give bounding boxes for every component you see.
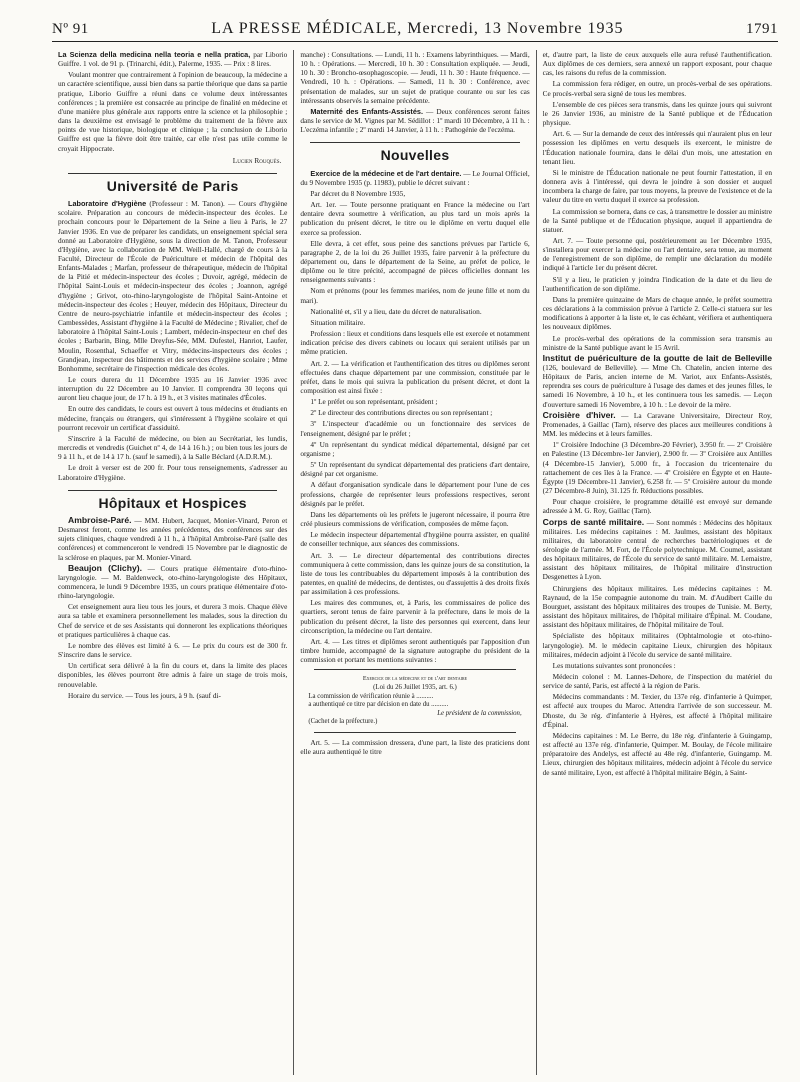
paragraph: Art. 1er. — Toute personne pratiquant en France la médecine ou l'art dentaire devra soumettre à vérification, au plus tard un mois après la publication du présent décret, le titre ou le diplôme en vertu duquel elle exerce sa profession. xyxy=(300,200,530,237)
paragraph: Un certificat sera délivré à la fin du cours et, dans la limite des places disponibles, les élèves pourront être admis à faire un stage de trois mois, renouvelable. xyxy=(58,661,288,689)
divider xyxy=(68,490,277,491)
paragraph: Art. 2. — La vérification et l'authentification des titres ou diplômes seront effectuées dans chaque département par une commission, constituée par le préfet, dans le mois qui suivra la publication du présent décret, et dont la composition est ainsi fixée : xyxy=(300,358,530,395)
corps-sante-text: — Sont nommés : Médecins des hôpitaux militaires. Les médecins capitaines : M. Jaulmes, assistant des hôpitaux militaires, du laboratoire central de recherches bactériologiques et de sérologie de l'armée. M. Fort, de l'École polytechnique. M. Coumel, assistant des hôpitaux militaires, de l'École du service de santé militaire. M. Lemaistre, assistant des hôpitaux militaires, de l'hôpital militaire d'instruction Desgenettes à Lyon. xyxy=(542,517,772,582)
paragraph: Le cours durera du 11 Décembre 1935 au 16 Janvier 1936 avec interruption du 22 Décembre au 10 Janvier. Il comprendra 30 leçons qui auront lieu chaque jour, de 17 h. à 19 h., et 3 visites matinales d'Écoles. xyxy=(58,375,288,403)
book-details: par Liborio Guiffre. 1 vol. de 91 p. (Trinarchi, édit.), Palerme, 1935. — Prix : 8 lires. xyxy=(58,50,288,69)
beaujon-lead: Beaujon (Clichy). xyxy=(68,562,142,573)
journal-title xyxy=(211,20,623,38)
croisiere-paragraph xyxy=(543,411,772,438)
paragraph: La commission fera rédiger, en outre, un procès-verbal de ses opérations. Ce procès-verbal sera signé de tous les membres. xyxy=(542,79,772,98)
paragraph: S'il y a lieu, le praticien y joindra l'indication de la date et du lieu de l'authentification de son diplôme. xyxy=(542,274,772,293)
issue-number: Nº 91 xyxy=(52,21,89,37)
paragraph: S'inscrire à la Faculté de médecine, ou bien au Secrétariat, les lundis, mercredis et vendredis (Guichet nº 4, de 14 à 16 h.) ; ou bien tous les jours de 9 à 11 h., et de 14 à 17 h. (sauf le samedi), à la Salle Béclard (A.D.R.M.). xyxy=(58,433,288,462)
ambroise-pare-text: — MM. Hubert, Jacquet, Monier-Vinard, Peron et Desmarest feront, comme les années précédentes, des conférences sur des sujets cliniques, chaque vendredi à 11 h., à l'hôpital Ambroise-Paré (salle des conférences) et commenceront le vendredi 15 Novembre par le diagnostic de la sclérose en plaques, par M. Monier-Vinard. xyxy=(58,515,288,562)
paragraph: Les mutations suivantes sont prononcées : xyxy=(552,660,676,670)
paragraph: Le nombre des élèves est limité à 6. — Le prix du cours est de 300 fr. S'inscrire dans le service. xyxy=(58,640,288,660)
paragraph: Art. 3. — Le directeur départemental des contributions directes communiquera à cette commission, dans les quinze jours de sa constitution, la liste de tous les contribuables du département imposés à la contribution des patentes, en qualité de médecins, de dentistes, ou d'assujettis à des droits fixés par assimilation à ces professions. xyxy=(300,550,530,597)
journal-name: LA PRESSE MÉDICALE, xyxy=(211,20,403,37)
paragraph: Le procès-verbal des opérations de la commission sera transmis au ministre de la Santé publique avant le 15 Avril. xyxy=(542,333,772,352)
paragraph: Elle devra, à cet effet, sous peine des sanctions prévues par l'article 6, paragraphe 2, de la loi du 26 Juillet 1935, faire parvenir à la préfecture du département ou, dans le département de la Seine, au préfet de police, le diplôme ou le titre précité, accompagné de pièces officielles donnant les renseignements suivants : xyxy=(300,238,530,285)
exercice-lead: Exercice de la médecine et de l'art dentaire. xyxy=(310,168,462,178)
paragraph: Médecins commandants : M. Texier, du 137e rég. d'infanterie à Quimper, est affecté aux troupes du Maroc. Attendra l'arrivée de son successeur. M. Dhoste, du 3e rég. d'infanterie à Hyères, est affecté à l'hôpital militaire d'Épinal. xyxy=(542,692,772,729)
paragraph: La commission se bornera, dans ce cas, à transmettre le dossier au ministre de la Santé publique et de l'Éducation physique, auquel il appartiendra de statuer. xyxy=(542,206,772,234)
maternite-paragraph xyxy=(300,107,529,134)
paragraph: A défaut d'organisation syndicale dans le département pour l'une de ces professions, chargée de représenter leurs professions respectives, seront désignés par le préfet. xyxy=(300,480,530,508)
paragraph: Nom et prénoms (pour les femmes mariées, nom de jeune fille et nom du mari). xyxy=(300,286,530,305)
column-2 xyxy=(293,50,535,1075)
beaujon-text: — Cours pratique élémentaire d'oto-rhino-laryngologie. — M. Baldenweck, oto-rhino-laryngologiste des Hôpitaux, commencera, le lundi 9 Décembre 1935, un cours pratique élémentaire d'oto-rhino-laryngologie. xyxy=(58,563,288,601)
book-review-header xyxy=(58,50,287,68)
column-1 xyxy=(52,50,293,1075)
masthead xyxy=(52,20,778,42)
exercice-intro: — Le Journal Officiel, du 9 Novembre 1935 (p. 11983), publie le décret suivant : xyxy=(300,168,530,187)
maternite-text: — Deux conférences seront faites dans le service de M. Vignes par M. Sédillot : 1º mardi 10 Décembre, à 11 h. : L'eczéma infantile ; 2º mardi 14 Janvier, à 11 h. : Pathogénie de l'eczéma. xyxy=(300,106,530,135)
form-heading: Exercice de la médecine et de l'art dentaire xyxy=(362,675,468,683)
institut-text: (126, boulevard de Belleville). — Mme Ch. Chatelin, ancien interne des Hôpitaux de Paris, ancien interne de M. Variot, aux Enfants-Assistés, reprendra ses cours de puériculture à l'usage des dames et des jeunes filles, le samedi 16 Novembre, à 10 h., et les continuera tous les samedis. — Leçon d'ouverture samedi 16 Novembre, à 10 h. : Le devoir de la mère. xyxy=(542,363,772,409)
paragraph: 2º Le directeur des contributions directes ou son représentant ; xyxy=(310,408,493,418)
form-line: a authentiqué ce titre par décision en date du .......... xyxy=(308,701,449,709)
paragraph: Art. 4. — Les titres et diplômes seront authentiqués par l'apposition d'un timbre humide, accompagné de la signature autographe du président de la commission et portant les mentions suivantes : xyxy=(300,636,530,665)
institut-lead: Institut de puériculture de la goutte de lait de Belleville xyxy=(542,352,772,363)
paragraph: Dans la première quinzaine de Mars de chaque année, le préfet soumettra ces déclarations à la commission prévue à l'article 2. Celle-ci statuera sur les modifications à apporter à la liste et, le cas échéant, vérifiera et authentiquera les nouveaux diplômes. xyxy=(542,294,772,332)
paragraph: et, d'autre part, la liste de ceux auxquels elle aura refusé l'authentification. Aux diplômes de ces derniers, sera annexé un rapport exposant, pour chaque cas, les raisons du refus de la commission. xyxy=(542,50,772,78)
paragraph: Médecin colonel : M. Lannes-Dehore, de l'inspection du matériel du service de santé, Paris, est affecté à la région de Paris. xyxy=(542,672,772,691)
issue-date: Mercredi, 13 Novembre 1935 xyxy=(407,20,624,37)
ambroise-pare-paragraph xyxy=(58,516,287,562)
paragraph: Par décret du 8 Novembre 1935, xyxy=(310,188,406,198)
paragraph: Le médecin inspecteur départemental d'hygiène pourra assister, en qualité de conseiller technique, aux séances des commissions. xyxy=(300,530,530,549)
paragraph: 4º Un représentant du syndicat médical départemental, désigné par cet organisme ; xyxy=(300,439,530,458)
paragraph: Chirurgiens des hôpitaux militaires. Les médecins capitaines : M. Raynaud, de la 15e compagnie autonome du train. M. d'Audibert Caille du Bourguet, assistant des hôpitaux militaires des troupes de Tunisie. M. Berty, assistant des hôpitaux militaires, de l'hôpital militaire d'Épinal. M. Coudane, assistant des hôpitaux militaires, de l'hôpital militaire de Toul. xyxy=(542,583,772,630)
form-signature: Le président de la commission, xyxy=(437,709,522,717)
review-signature: Lucien Rouquès. xyxy=(232,155,282,165)
section-title-nouvelles: Nouvelles xyxy=(380,147,450,164)
lab-hygiene-lead: Laboratoire d'Hygiène xyxy=(68,199,147,209)
beaujon-paragraph xyxy=(58,564,287,601)
paragraph: Nationalité et, s'il y a lieu, date du décret de naturalisation. xyxy=(310,306,482,316)
form-subheading: (Loi du 26 Juillet 1935, art. 6.) xyxy=(373,683,457,691)
croisiere-lead: Croisière d'hiver. xyxy=(542,409,616,420)
page-number: 1791 xyxy=(745,21,778,37)
ambroise-pare-lead: Ambroise-Paré. xyxy=(68,514,132,525)
paragraph: En outre des candidats, le cours est ouvert à tous médecins et étudiants en médecine, français ou étrangers, qui s'intéressent à l'hygiène scolaire et qui pourront recevoir un certificat d'assiduité. xyxy=(58,404,288,432)
lab-hygiene-text: (Professeur : M. Tanon). — Cours d'hygiène scolaire. Préparation au concours de médecin-inspecteur des écoles. Le prochain concours pour le Département de la Seine a lieu à Paris, le 27 Janvier 1936. En vue de préparer les candidats, un enseignement spécial sera donné au Laboratoire d'Hygiène, sous la direction de M. Tanon, Professeur d'Hygiène, avec la collaboration de MM. Weill-Hallé, chargé de cours à la Faculté, Directeur de l'École de Puériculture et médecin de l'hôpital des Enfants-Malades ; Marfan, professeur de thérapeutique, médecin de l'hôpital de la Pitié et médecin-inspecteur des écoles ; Duvoir, agrégé, médecin de l'hôpital Saint-Louis et médecin-inspecteur des écoles ; Joannon, agrégé d'hygiène ; Grivot, oto-rhino-laryngologiste de l'hôpital Saint-Antoine et médecin-inspecteur des écoles ; Heuyer, médecin des Hôpitaux, Directeur du Centre de neuro-psychiatrie infantile et médecin-inspecteur des écoles ; Cambessèdes, Assistant d'hygiène à la Faculté de Médecine ; Rivalier, chef de laboratoire à l'hôpital Saint-Louis ; Lambert, médecin-inspecteur en chef des écoles ; Barbarin, Bing, Mlle Dreyfus-Sée, MM. Dufestel, Hanriot, Laufer, Moulin, Rosenthal, Schaeffer et Vitry, médecins-inspecteurs des écoles ; Grandjean, inspecteur des bâtiments et des services d'hygiène scolaire ; Mme Bonhomme, secrétaire de l'inspection médicale des écoles. xyxy=(58,199,288,373)
divider xyxy=(314,669,515,670)
section-title-universite: Université de Paris xyxy=(106,177,239,194)
paragraph: Cet enseignement aura lieu tous les jours, et durera 3 mois. Chaque élève aura sa table et examinera personnellement les malades, sous la direction du Chef de service et de ses Assistants qui donneront les explications théoriques et pratiques particulières à chaque cas. xyxy=(58,602,288,639)
columns xyxy=(52,50,778,1075)
divider xyxy=(310,142,519,143)
paragraph: Pour chaque croisière, le programme détaillé est envoyé sur demande adressée à M. G. Roy, Gaillac (Tarn). xyxy=(542,497,772,516)
paragraph: Médecins capitaines : M. Le Berre, du 18e rég. d'infanterie à Guingamp, est affecté au 137e rég. d'infanterie, Quimper. M. Boulay, de l'école militaire préparatoire des Andelys, est affecté au 48e rég. d'infanterie, Guingamp. M. Lieux, chirurgien des hôpitaux militaires, médecin adjoint à l'école du service de santé militaire, Lyon, est affecté à l'hôpital militaire Bégin, à Saint- xyxy=(542,730,772,777)
corps-sante-lead: Corps de santé militaire. xyxy=(542,516,645,527)
section-title-hopitaux: Hôpitaux et Hospices xyxy=(98,494,247,511)
institut-paragraph xyxy=(543,354,772,409)
paragraph: 3º L'inspecteur d'académie ou un fonctionnaire des services de l'enseignement, désigné par le préfet ; xyxy=(300,419,530,438)
lab-hygiene-paragraph xyxy=(58,199,287,373)
exercice-paragraph xyxy=(300,169,529,187)
paragraph: Le droit à verser est de 200 fr. Pour tous renseignements, s'adresser au Laboratoire d'Hygiène. xyxy=(58,463,288,482)
paragraph: Dans les départements où les préfets le jugeront nécessaire, il pourra être créé plusieurs commissions de vérification, composées de même façon. xyxy=(300,509,530,529)
form-cachet: (Cachet de la préfecture.) xyxy=(308,718,378,726)
book-title: La Scienza della medicina nella teoria e nella pratica, xyxy=(58,50,251,59)
paragraph: Si le ministre de l'Éducation nationale ne peut fournir l'attestation, il en donnera avis à l'intéressé, qui devra le joindre à son dossier et auquel incombera la charge de faire, par tous moyens, la preuve de l'existence et de la valeur du titre en vertu duquel il exerce sa profession. xyxy=(542,167,772,205)
paragraph: 1º Le préfet ou son représentant, président ; xyxy=(310,397,438,407)
paragraph: Les maires des communes, et, à Paris, les commissaires de police des quartiers, seront tenus de faire parvenir à la préfecture, dans le mois de la publication du présent décret, la liste des personnes qui exercent, dans leur circonscription, la médecine ou l'art dentaire. xyxy=(300,598,530,635)
paragraph: manche) : Consultations. — Lundi, 11 h. : Examens labyrinthiques. — Mardi, 10 h. : Opérations. — Mercredi, 10 h. 30 : Consultation expliquée. — Jeudi, 10 h. 30 : Broncho-œsophagoscopie. — Jeudi, 11 h. 30 : Haute fréquence. — Vendredi, 10 h. : Opérations. — Samedi, 11 h. 30 : Conférence, avec présentation de malades, sur un sujet de pratique courante ou sur les cas intéressants observés la semaine précédente. xyxy=(300,50,530,105)
divider xyxy=(314,732,515,733)
paragraph: Situation militaire. xyxy=(310,317,366,327)
paragraph: 1º Croisière Indochine (3 Décembre-20 Février), 3.950 fr. — 2º Croisière en Palestine (13 Décembre-1er Janvier), 2.900 fr. — 3º Croisière aux Antilles (4 Décembre-15 Janvier), 5.000 fr., à l'occasion du tricentenaire du rattachement de ces îles à la France. — 4º Croisière en Égypte et en Haute-Égypte (19 Décembre-11 Janvier), 6.258 fr. — 5º Croisière autour du monde (27 Décembre-8 Juin), 31.125 fr. Réductions possibles. xyxy=(542,440,772,496)
paragraph: Spécialiste des hôpitaux militaires (Ophtalmologie et oto-rhino-laryngologie). M. le médecin capitaine Lieux, chirurgien des hôpitaux militaires, médecin adjoint à l'école du service de santé militaire. xyxy=(542,631,772,659)
paragraph: Profession : lieux et conditions dans lesquels elle est exercée et notamment indication précise des divers cabinets ou locaux qui seraient utilisés par un même praticien. xyxy=(300,329,530,357)
stamp-form xyxy=(308,675,521,727)
paragraph: 5º Un représentant du syndicat départemental des praticiens d'art dentaire, désigné par cet organisme. xyxy=(300,460,530,479)
form-line: La commission de vérification réunie à .......... xyxy=(308,692,434,700)
croisiere-text: — La Caravane Universitaire, Directeur Roy, Promenades, à Gaillac (Tarn), réserve des places aux meilleures conditions à MM. les médecins et à leurs familles. xyxy=(542,410,772,439)
book-review-body: Voulant montrer que contrairement à l'opinion de beaucoup, la médecine a un caractère scientifique, aussi bien dans sa partie théorique que dans sa partie pratique, Liborio Guiffre a réuni dans ce volume deux intéressantes conférences ; la première est consacrée au principe de finalité en médecine et d'une manière plus générale aux rapports entre la science et la philosophie ; dans la deuxième est envisagé le problème du traitement de la fièvre aux points de vue historique, biologique et clinique ; la conclusion de Liborio Guiffre est que la fièvre doit être traitée, car elle n'est pas utile comme le croyait Hippocrate. xyxy=(58,70,288,153)
corps-sante-paragraph xyxy=(543,518,772,582)
column-3 xyxy=(536,50,778,1075)
paragraph: Art. 5. — La commission dressera, d'une part, la liste des praticiens dont elle aura authentiqué le titre xyxy=(300,737,530,757)
maternite-lead: Maternité des Enfants-Assistés. xyxy=(310,106,424,116)
paragraph: Horaire du service. — Tous les jours, à 9 h. (sauf di- xyxy=(68,690,221,700)
divider xyxy=(68,173,277,174)
paragraph: Art. 6. — Sur la demande de ceux des intéressés qui n'auraient plus en leur possession les diplômes en vertu desquels ils exercent, le ministre de l'Éducation nationale fournira, dans le délai d'un mois, une attestation en tenant lieu. xyxy=(542,129,772,166)
paragraph: L'ensemble de ces pièces sera transmis, dans les quinze jours qui suivront le 26 Janvier 1936, au ministre de la Santé publique et de l'Éducation physique. xyxy=(542,99,772,128)
paragraph: Art. 7. — Toute personne qui, postérieurement au 1er Décembre 1935, s'installera pour exercer la médecine ou l'art dentaire, sera tenue, au moment de l'enregistrement de son diplôme, de remplir une déclaration du modèle indiqué à l'article 1er du présent décret. xyxy=(542,235,772,273)
